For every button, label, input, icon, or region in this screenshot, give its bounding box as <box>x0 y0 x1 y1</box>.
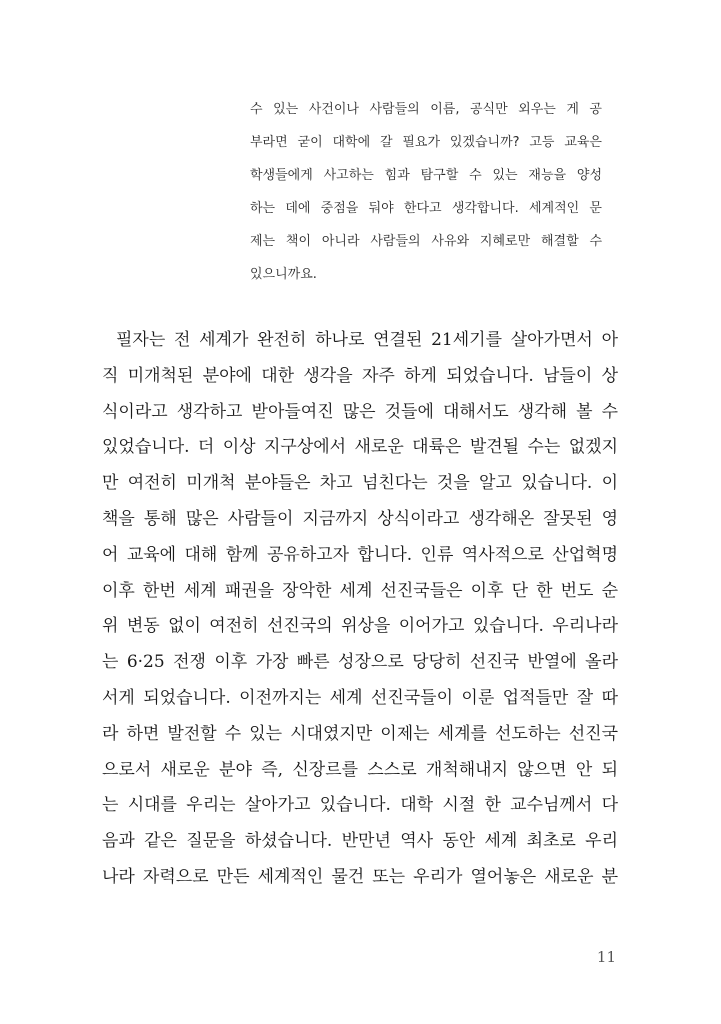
body-line: 필자는 전 세계가 완전히 하나로 연결된 21세기를 살아가면서 아 <box>116 330 618 350</box>
body-line: 으로서 새로운 분야 즉, 신장르를 스스로 개척해내지 않으면 안 되 <box>102 759 618 780</box>
body-line: 식이라고 생각하고 받아들여진 많은 것들에 대해서도 생각해 볼 수 <box>102 401 618 422</box>
body-line: 라 하면 발전할 수 있는 시대였지만 이제는 세계를 선도하는 선진국 <box>102 723 618 744</box>
body-line: 나라 자력으로 만든 세계적인 물건 또는 우리가 열어놓은 새로운 분 <box>102 866 618 887</box>
body-line: 직 미개척된 분야에 대한 생각을 자주 하게 되었습니다. 남들이 상 <box>102 365 618 386</box>
body-line: 어 교육에 대해 함께 공유하고자 합니다. 인류 역사적으로 산업혁명 <box>102 544 618 565</box>
body-paragraph <box>102 328 618 901</box>
quote-line: 학생들에게 사고하는 힘과 탐구할 수 있는 재능을 양성 <box>250 168 602 183</box>
body-line: 위 변동 없이 여전히 선진국의 위상을 이어가고 있습니다. 우리나라 <box>102 616 618 637</box>
interview-quote <box>250 100 602 298</box>
page-number: 11 <box>596 948 616 966</box>
body-line: 있었습니다. 더 이상 지구상에서 새로운 대륙은 발견될 수는 없겠지 <box>102 437 618 458</box>
body-line: 는 6·25 전쟁 이후 가장 빠른 성장으로 당당히 선진국 반열에 올라 <box>102 652 618 673</box>
quote-line: 있으니까요. <box>250 267 317 282</box>
quote-line: 수 있는 사건이나 사람들의 이름, 공식만 외우는 게 공 <box>250 102 602 117</box>
quote-line: 부라면 굳이 대학에 갈 필요가 있겠습니까? 고등 교육은 <box>250 135 602 150</box>
body-line: 서게 되었습니다. 이전까지는 세계 선진국들이 이룬 업적들만 잘 따 <box>102 687 618 708</box>
body-line: 이후 한번 세계 패권을 장악한 세계 선진국들은 이후 단 한 번도 순 <box>102 580 618 601</box>
body-line: 는 시대를 우리는 살아가고 있습니다. 대학 시절 한 교수님께서 다 <box>102 795 618 816</box>
body-line: 만 여전히 미개척 분야들은 차고 넘친다는 것을 알고 있습니다. 이 <box>102 473 618 494</box>
body-line: 음과 같은 질문을 하셨습니다. 반만년 역사 동안 세계 최초로 우리 <box>102 831 618 852</box>
body-line: 책을 통해 많은 사람들이 지금까지 상식이라고 생각해온 잘못된 영 <box>102 508 618 529</box>
quote-line: 하는 데에 중점을 둬야 한다고 생각합니다. 세계적인 문 <box>250 201 602 216</box>
quote-line: 제는 책이 아니라 사람들의 사유와 지혜로만 해결할 수 <box>250 234 602 249</box>
